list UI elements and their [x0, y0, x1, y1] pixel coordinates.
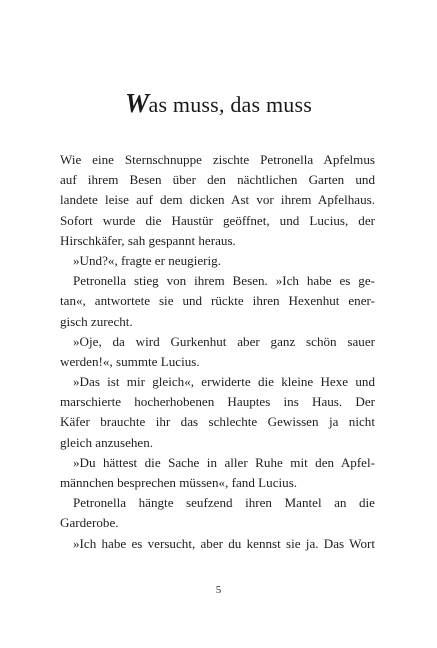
text-line: werden!«, summte Lucius. [60, 353, 200, 369]
text-line: Hirschkäfer, sah gespannt heraus. [60, 232, 236, 248]
text-line: Wie eine Sternschnuppe zischte Petronella Apfelmus [60, 152, 375, 167]
text-line: »Das ist mir gleich«, erwiderte die kleine Hexe und [73, 374, 375, 390]
chapter-title-initial: W [124, 88, 149, 118]
page-number: 5 [215, 584, 222, 596]
body-text [60, 150, 375, 554]
text-line: landete leise auf dem dicken Ast vor ihrem Apfelhaus. [60, 192, 375, 208]
text-line: Petronella hängte seufzend ihren Mantel an die [73, 495, 375, 511]
text-line: »Oje, da wird Gurkenhut aber ganz schön sauer [73, 333, 375, 349]
text-line: Garderobe. [60, 515, 119, 531]
text-line: marschierte hocherhobenen Hauptes ins Haus. Der [60, 394, 375, 410]
text-line: Petronella stieg von ihrem Besen. »Ich habe es ge- [73, 273, 375, 289]
text-line: auf ihrem Besen über den nächtlichen Garten und [60, 172, 375, 188]
chapter-title [0, 88, 437, 119]
text-line: Käfer brauchte ihr das schlechte Gewissen ja nicht [60, 414, 375, 430]
chapter-title-rest: as muss, das muss [148, 92, 313, 117]
text-line: »Ich habe es versucht, aber du kennst sie ja. Das Wort [73, 535, 375, 551]
text-line: »Du hättest die Sache in aller Ruhe mit den Apfel- [73, 454, 375, 470]
text-line: tan«, antwortete sie und rückte ihren Hexenhut ener- [60, 293, 375, 309]
text-line: »Und?«, fragte er neugierig. [73, 252, 221, 268]
text-line: männchen besprechen müssen«, fand Lucius. [60, 475, 298, 490]
text-line: gleich anzusehen. [60, 434, 154, 450]
text-line: gisch zurecht. [60, 313, 133, 329]
text-line: Sofort wurde die Haustür geöffnet, und Lucius, der [60, 212, 375, 228]
